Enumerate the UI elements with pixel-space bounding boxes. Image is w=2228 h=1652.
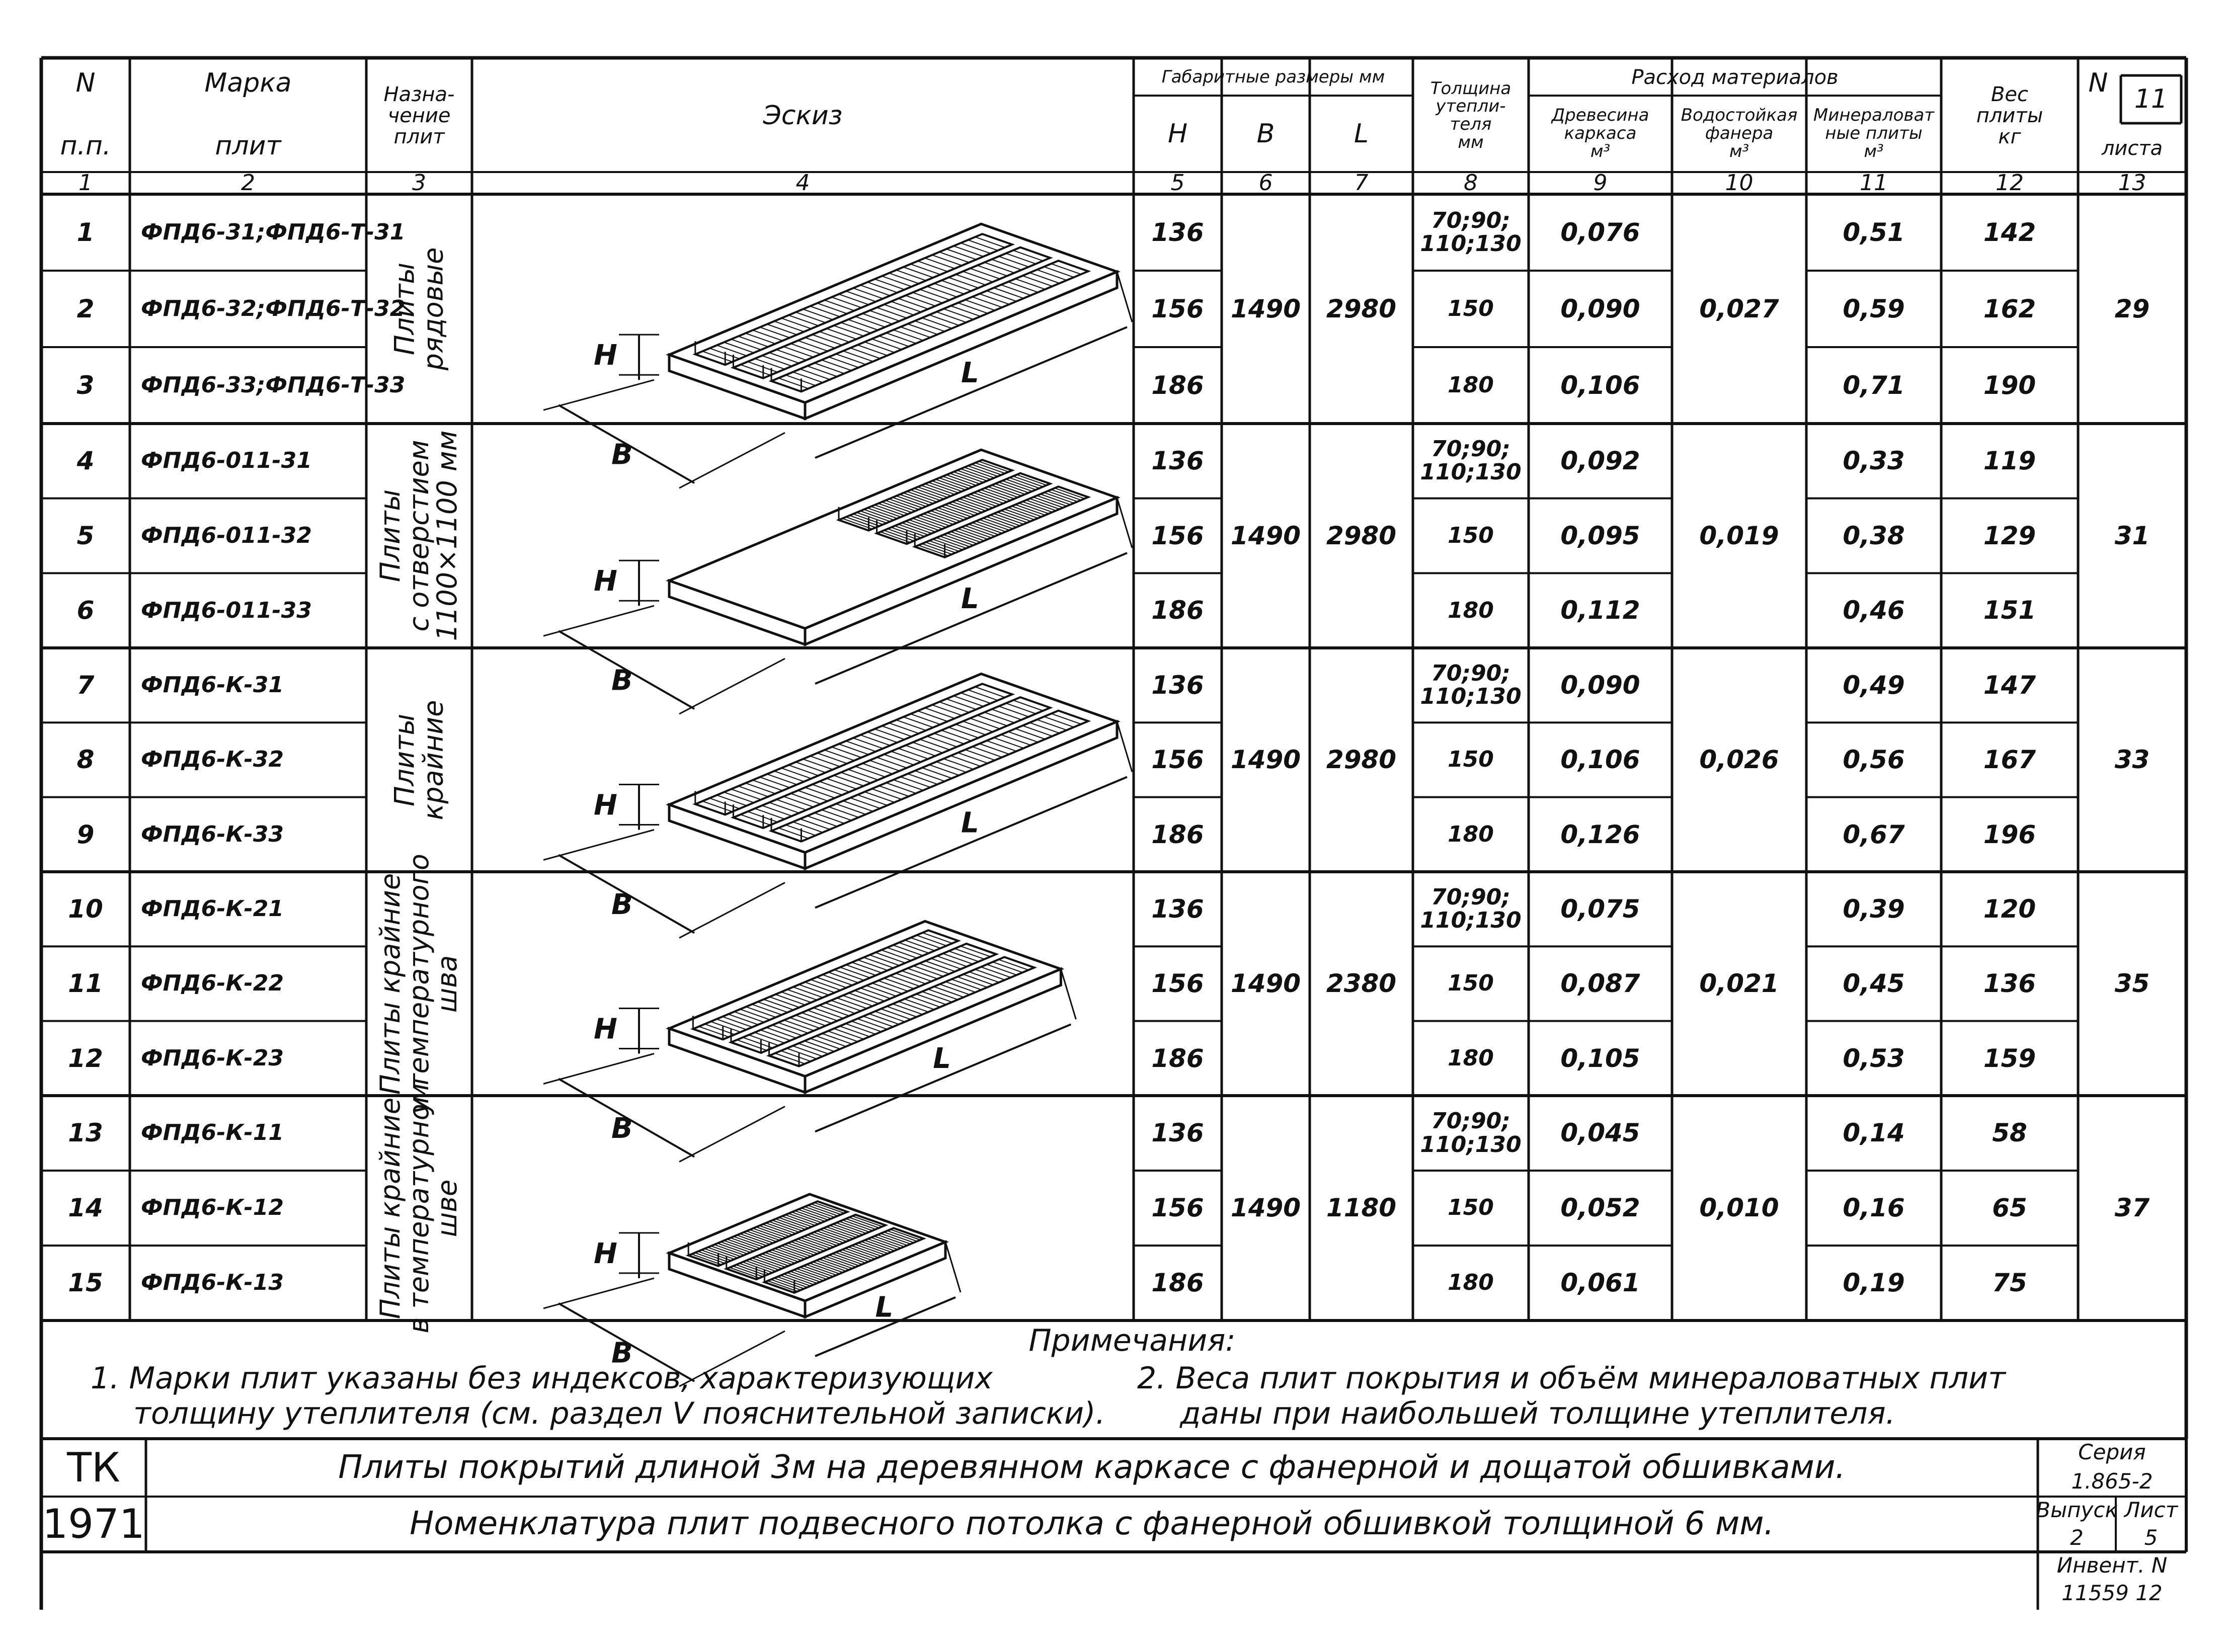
column-number: 7 bbox=[1354, 170, 1369, 196]
plate-weight: 136 bbox=[1983, 969, 2036, 999]
plate-weight: 119 bbox=[1983, 446, 2036, 476]
height-value: 186 bbox=[1151, 1268, 1204, 1298]
header-b: B bbox=[1256, 118, 1275, 149]
plate-purpose-text bbox=[376, 431, 462, 641]
header-sketch: Эскиз bbox=[763, 100, 843, 131]
sketch-h-label: H bbox=[594, 789, 617, 822]
plate-purpose-line: с отверстием bbox=[403, 440, 435, 632]
plate-weight: 147 bbox=[1983, 670, 2036, 700]
header-purpose bbox=[366, 60, 472, 171]
insulation-thickness: 70;90; 110;130 bbox=[1420, 207, 1522, 257]
width-value: 1490 bbox=[1230, 521, 1301, 550]
wood-volume: 0,052 bbox=[1560, 1193, 1640, 1223]
insulation-thickness: 180 bbox=[1448, 1270, 1494, 1296]
note-1-line-1: 1. Марки плит указаны без индексов, характеризующих bbox=[91, 1360, 993, 1396]
insulation-thickness: 180 bbox=[1448, 1045, 1494, 1071]
sketch-b-label: B bbox=[611, 888, 633, 921]
column-number: 4 bbox=[795, 170, 810, 196]
plate-sketch bbox=[543, 450, 1132, 714]
plate-weight: 75 bbox=[1992, 1268, 2027, 1298]
plate-purpose-text bbox=[376, 854, 462, 1114]
insulation-thickness: 70;90; 110;130 bbox=[1420, 660, 1522, 710]
plate-purpose-line: шва bbox=[431, 955, 463, 1013]
dimension-line bbox=[679, 658, 785, 714]
length-value: 2380 bbox=[1326, 969, 1397, 999]
plate-purpose-line: у температурного bbox=[403, 853, 435, 1114]
column-number: 12 bbox=[1996, 170, 2024, 196]
wool-volume: 0,46 bbox=[1843, 596, 1905, 625]
header-wool-line: Минераловат bbox=[1813, 105, 1935, 126]
column-number: 2 bbox=[241, 170, 255, 196]
wood-volume: 0,090 bbox=[1560, 294, 1640, 323]
plate-mark: ФПД6-К-21 bbox=[141, 896, 284, 922]
header-mark: Марка bbox=[204, 67, 292, 98]
height-value: 186 bbox=[1151, 370, 1204, 400]
insulation-thickness: 70;90; 110;130 bbox=[1420, 436, 1522, 485]
dimension-line bbox=[945, 1242, 961, 1292]
header-wood bbox=[1529, 96, 1672, 172]
plate-purpose bbox=[366, 424, 472, 648]
plate-purpose-line: Плиты крайние bbox=[374, 1097, 406, 1319]
header-weight-line: плиты bbox=[1976, 104, 2043, 127]
dimension-line bbox=[1061, 969, 1076, 1019]
wool-volume: 0,59 bbox=[1843, 294, 1905, 323]
plate-weight: 142 bbox=[1983, 217, 2036, 247]
plate-mark: ФПД6-К-12 bbox=[141, 1195, 284, 1221]
note-1-line-2: толщину утеплителя (см. раздел V пояснительной записки). bbox=[133, 1395, 1105, 1431]
wool-volume: 0,71 bbox=[1843, 370, 1905, 400]
header-dimensions: Габаритные размеры мм bbox=[1161, 67, 1385, 88]
sketch-l-label: L bbox=[961, 583, 979, 616]
header-n: N bbox=[75, 67, 96, 98]
sketch-h-label: H bbox=[594, 1013, 617, 1046]
plywood-volume: 0,026 bbox=[1699, 745, 1779, 775]
row-number: 4 bbox=[76, 446, 95, 476]
height-value: 156 bbox=[1151, 521, 1204, 550]
sketch-l-label: L bbox=[961, 806, 979, 840]
wood-volume: 0,076 bbox=[1560, 217, 1640, 247]
stamp-sheet-value: 5 bbox=[2144, 1525, 2158, 1550]
stamp-title-2: Номенклатура плит подвесного потолка с фанерной обшивкой толщиной 6 мм. bbox=[410, 1505, 1774, 1543]
note-2-line-2: даны при наибольшей толщине утеплителя. bbox=[1180, 1395, 1895, 1431]
plate-sketch bbox=[543, 674, 1132, 938]
header-wood-line: м³ bbox=[1590, 141, 1611, 161]
header-thickness-line: утепли- bbox=[1436, 96, 1506, 117]
sketch-l-label: L bbox=[961, 357, 979, 390]
plate-mark: ФПД6-К-31 bbox=[141, 672, 284, 698]
header-purpose-line: плит bbox=[393, 125, 445, 148]
header-wool-line: м³ bbox=[1864, 141, 1884, 161]
height-value: 186 bbox=[1151, 819, 1204, 849]
plywood-volume: 0,021 bbox=[1699, 969, 1779, 999]
wood-volume: 0,045 bbox=[1560, 1118, 1640, 1148]
dimension-line bbox=[679, 1107, 785, 1162]
notes-title: Примечания: bbox=[1028, 1323, 1236, 1358]
sketch-b-label: B bbox=[611, 664, 633, 697]
plate-purpose-line: Плиты bbox=[374, 489, 406, 583]
wool-volume: 0,16 bbox=[1843, 1193, 1905, 1223]
stamp-issue-label: Выпуск bbox=[2036, 1498, 2118, 1523]
header-pp: п.п. bbox=[60, 130, 111, 161]
wood-volume: 0,106 bbox=[1560, 370, 1640, 400]
row-number: 7 bbox=[76, 670, 95, 700]
column-number: 10 bbox=[1725, 170, 1754, 196]
header-thickness-line: Толщина bbox=[1430, 78, 1511, 99]
insulation-thickness: 70;90; 110;130 bbox=[1420, 884, 1522, 934]
plate-purpose bbox=[366, 853, 472, 1114]
column-number: 6 bbox=[1258, 170, 1273, 196]
header-weight bbox=[1941, 59, 2078, 172]
height-value: 136 bbox=[1151, 1118, 1204, 1148]
column-number: 1 bbox=[78, 170, 93, 196]
width-value: 1490 bbox=[1230, 1193, 1301, 1223]
wood-volume: 0,075 bbox=[1560, 894, 1640, 924]
length-value: 2980 bbox=[1326, 294, 1397, 323]
plate-mark: ФПД6-33;ФПД6-Т-33 bbox=[141, 372, 406, 398]
header-sheet-n: N bbox=[2088, 67, 2108, 98]
plate-mark: ФПД6-К-22 bbox=[141, 970, 284, 997]
insulation-thickness: 180 bbox=[1448, 372, 1494, 398]
length-value: 2980 bbox=[1326, 521, 1397, 550]
column-number: 11 bbox=[1860, 170, 1888, 196]
plate-purpose-line: 1100×1100 мм bbox=[431, 430, 463, 641]
header-consumption: Расход материалов bbox=[1631, 66, 1839, 89]
wood-volume: 0,126 bbox=[1560, 819, 1640, 849]
header-purpose-line: чение bbox=[387, 104, 451, 127]
header-weight-line: Вес bbox=[1991, 83, 2029, 106]
plate-weight: 159 bbox=[1983, 1043, 2036, 1073]
height-value: 136 bbox=[1151, 217, 1204, 247]
insulation-thickness: 150 bbox=[1448, 295, 1494, 321]
plywood-volume: 0,027 bbox=[1699, 294, 1779, 323]
insulation-thickness: 150 bbox=[1448, 747, 1494, 773]
wood-volume: 0,061 bbox=[1560, 1268, 1640, 1298]
sketch-l-label: L bbox=[875, 1291, 894, 1324]
wool-volume: 0,45 bbox=[1843, 969, 1905, 999]
plate-mark: ФПД6-К-11 bbox=[141, 1120, 284, 1146]
plate-weight: 196 bbox=[1983, 819, 2036, 849]
wool-volume: 0,67 bbox=[1843, 819, 1905, 849]
plate-mark: ФПД6-32;ФПД6-Т-32 bbox=[141, 295, 406, 321]
sketch-h-label: H bbox=[594, 565, 617, 598]
row-number: 14 bbox=[68, 1193, 103, 1223]
row-number: 3 bbox=[76, 370, 95, 400]
dimension-line bbox=[679, 433, 785, 488]
insulation-thickness: 150 bbox=[1448, 1195, 1494, 1221]
height-value: 186 bbox=[1151, 1043, 1204, 1073]
row-number: 9 bbox=[76, 819, 95, 849]
sheet-number: 31 bbox=[2114, 521, 2150, 550]
sketch-b-label: B bbox=[611, 1337, 633, 1370]
wool-volume: 0,14 bbox=[1843, 1118, 1905, 1148]
column-number: 3 bbox=[412, 170, 426, 196]
plate-weight: 167 bbox=[1983, 745, 2036, 775]
sheet-number: 37 bbox=[2114, 1193, 2150, 1223]
header-plywood-line: Водостойкая bbox=[1681, 105, 1798, 126]
row-number: 13 bbox=[68, 1118, 103, 1148]
width-value: 1490 bbox=[1230, 969, 1301, 999]
plate-weight: 162 bbox=[1983, 294, 2036, 323]
wood-volume: 0,092 bbox=[1560, 446, 1640, 476]
column-number: 8 bbox=[1464, 170, 1478, 196]
plate-mark: ФПД6-К-32 bbox=[141, 747, 284, 773]
row-number: 10 bbox=[68, 894, 103, 924]
plate-purpose bbox=[366, 1083, 472, 1334]
header-wood-line: Древесина bbox=[1551, 105, 1649, 126]
header-plywood bbox=[1672, 96, 1806, 172]
header-thickness bbox=[1413, 59, 1529, 172]
column-number: 5 bbox=[1170, 170, 1185, 196]
plate-weight: 129 bbox=[1983, 521, 2036, 550]
wood-volume: 0,087 bbox=[1560, 969, 1640, 999]
plate-purpose-line: Плиты bbox=[388, 713, 421, 806]
wool-volume: 0,49 bbox=[1843, 670, 1905, 700]
plate-sketch bbox=[543, 921, 1076, 1162]
dimension-line bbox=[1117, 272, 1132, 322]
header-wool-line: ные плиты bbox=[1825, 123, 1923, 144]
header-mark-plit: плит bbox=[215, 130, 281, 161]
plate-weight: 65 bbox=[1992, 1193, 2027, 1223]
header-sheet-corner: 11 bbox=[2134, 84, 2168, 115]
row-number: 8 bbox=[76, 745, 95, 775]
column-number: 13 bbox=[2118, 170, 2146, 196]
header-thickness-line: теля bbox=[1450, 114, 1492, 134]
dimension-line bbox=[1117, 498, 1132, 548]
header-wool bbox=[1806, 96, 1941, 172]
plate-purpose-line: рядовые bbox=[417, 247, 449, 371]
stamp-title-1: Плиты покрытий длиной 3м на деревянном каркасе с фанерной и дощатой обшивками. bbox=[338, 1448, 1846, 1486]
row-number: 15 bbox=[68, 1268, 103, 1298]
wool-volume: 0,53 bbox=[1843, 1043, 1905, 1073]
wood-volume: 0,106 bbox=[1560, 745, 1640, 775]
plate-purpose-text bbox=[390, 700, 447, 820]
plate-mark: ФПД6-31;ФПД6-Т-31 bbox=[141, 219, 406, 245]
note-2-line-1: 2. Веса плит покрытия и объём минераловатных плит bbox=[1137, 1360, 2006, 1396]
wood-volume: 0,112 bbox=[1560, 596, 1640, 625]
plate-purpose bbox=[366, 194, 472, 424]
sheet-number: 29 bbox=[2114, 294, 2150, 323]
header-h: H bbox=[1167, 118, 1188, 149]
column-number: 9 bbox=[1593, 170, 1608, 196]
row-number: 1 bbox=[76, 217, 95, 247]
insulation-thickness: 180 bbox=[1448, 821, 1494, 847]
length-value: 1180 bbox=[1326, 1193, 1397, 1223]
plate-purpose-line: Плиты крайние bbox=[374, 873, 406, 1095]
insulation-thickness: 180 bbox=[1448, 597, 1494, 623]
row-number: 5 bbox=[76, 521, 95, 550]
plate-mark: ФПД6-011-31 bbox=[141, 448, 312, 474]
wool-volume: 0,33 bbox=[1843, 446, 1905, 476]
wool-volume: 0,19 bbox=[1843, 1268, 1905, 1298]
plate-sketch bbox=[543, 224, 1132, 488]
height-value: 136 bbox=[1151, 670, 1204, 700]
row-number: 2 bbox=[76, 294, 95, 323]
height-value: 136 bbox=[1151, 894, 1204, 924]
plywood-volume: 0,019 bbox=[1699, 521, 1779, 550]
plate-purpose-line: шве bbox=[431, 1179, 463, 1237]
wood-volume: 0,095 bbox=[1560, 521, 1640, 550]
plate-purpose-line: крайние bbox=[417, 700, 449, 820]
row-number: 6 bbox=[76, 596, 95, 625]
height-value: 156 bbox=[1151, 969, 1204, 999]
plate-purpose-text bbox=[390, 247, 447, 371]
wood-volume: 0,090 bbox=[1560, 670, 1640, 700]
stamp-series-label: Серия bbox=[2078, 1440, 2146, 1465]
height-value: 156 bbox=[1151, 745, 1204, 775]
length-value: 2980 bbox=[1326, 745, 1397, 775]
plate-mark: ФПД6-К-33 bbox=[141, 821, 284, 847]
plate-purpose-line: Плиты bbox=[388, 262, 421, 356]
plate-weight: 58 bbox=[1992, 1118, 2027, 1148]
stamp-issue-value: 2 bbox=[2070, 1525, 2084, 1550]
plate-weight: 151 bbox=[1983, 596, 2036, 625]
sketch-h-label: H bbox=[594, 1237, 617, 1270]
header-plywood-line: фанера bbox=[1705, 123, 1774, 144]
height-value: 156 bbox=[1151, 294, 1204, 323]
sketch-h-label: H bbox=[594, 339, 617, 372]
header-plywood-line: м³ bbox=[1729, 141, 1749, 161]
plywood-volume: 0,010 bbox=[1699, 1193, 1779, 1223]
stamp-org: ТК bbox=[67, 1444, 120, 1491]
dimension-line bbox=[1117, 722, 1132, 772]
plate-purpose-text bbox=[376, 1083, 462, 1333]
width-value: 1490 bbox=[1230, 294, 1301, 323]
sheet-number: 35 bbox=[2114, 969, 2150, 999]
stamp-inv-value: 11559 12 bbox=[2061, 1581, 2163, 1606]
sketch-b-label: B bbox=[611, 1112, 633, 1145]
row-number: 12 bbox=[68, 1043, 103, 1073]
sheet-number: 33 bbox=[2114, 745, 2150, 775]
plate-weight: 190 bbox=[1983, 370, 2036, 400]
plate-mark: ФПД6-К-23 bbox=[141, 1045, 284, 1071]
header-purpose-line: Назна- bbox=[383, 83, 455, 106]
header-wood-line: каркаса bbox=[1564, 123, 1637, 144]
height-value: 186 bbox=[1151, 596, 1204, 625]
wool-volume: 0,39 bbox=[1843, 894, 1905, 924]
plate-weight: 120 bbox=[1983, 894, 2036, 924]
insulation-thickness: 150 bbox=[1448, 970, 1494, 997]
plate-purpose-line: в температурном bbox=[403, 1083, 435, 1334]
wool-volume: 0,38 bbox=[1843, 521, 1905, 550]
plate-mark: ФПД6-К-13 bbox=[141, 1270, 284, 1296]
row-number: 11 bbox=[68, 969, 103, 999]
wool-volume: 0,56 bbox=[1843, 745, 1905, 775]
insulation-thickness: 150 bbox=[1448, 522, 1494, 548]
stamp-sheet-label: Лист bbox=[2124, 1498, 2178, 1523]
sketch-l-label: L bbox=[933, 1042, 951, 1075]
stamp-year: 1971 bbox=[42, 1501, 145, 1547]
header-l: L bbox=[1354, 118, 1369, 149]
wool-volume: 0,51 bbox=[1843, 217, 1905, 247]
plate-purpose bbox=[366, 648, 472, 872]
plate-mark: ФПД6-011-33 bbox=[141, 597, 312, 623]
header-thickness-line: мм bbox=[1458, 132, 1484, 152]
sketch-b-label: B bbox=[611, 438, 633, 471]
wood-volume: 0,105 bbox=[1560, 1043, 1640, 1073]
width-value: 1490 bbox=[1230, 745, 1301, 775]
plate-mark: ФПД6-011-32 bbox=[141, 522, 312, 548]
stamp-inv-label: Инвент. N bbox=[2056, 1553, 2168, 1578]
header-sheet-of: листа bbox=[2101, 137, 2163, 160]
dimension-line bbox=[679, 883, 785, 938]
stamp-series-value: 1.865-2 bbox=[2071, 1468, 2153, 1494]
height-value: 156 bbox=[1151, 1193, 1204, 1223]
header-weight-line: кг bbox=[1998, 125, 2021, 148]
insulation-thickness: 70;90; 110;130 bbox=[1420, 1108, 1522, 1158]
height-value: 136 bbox=[1151, 446, 1204, 476]
